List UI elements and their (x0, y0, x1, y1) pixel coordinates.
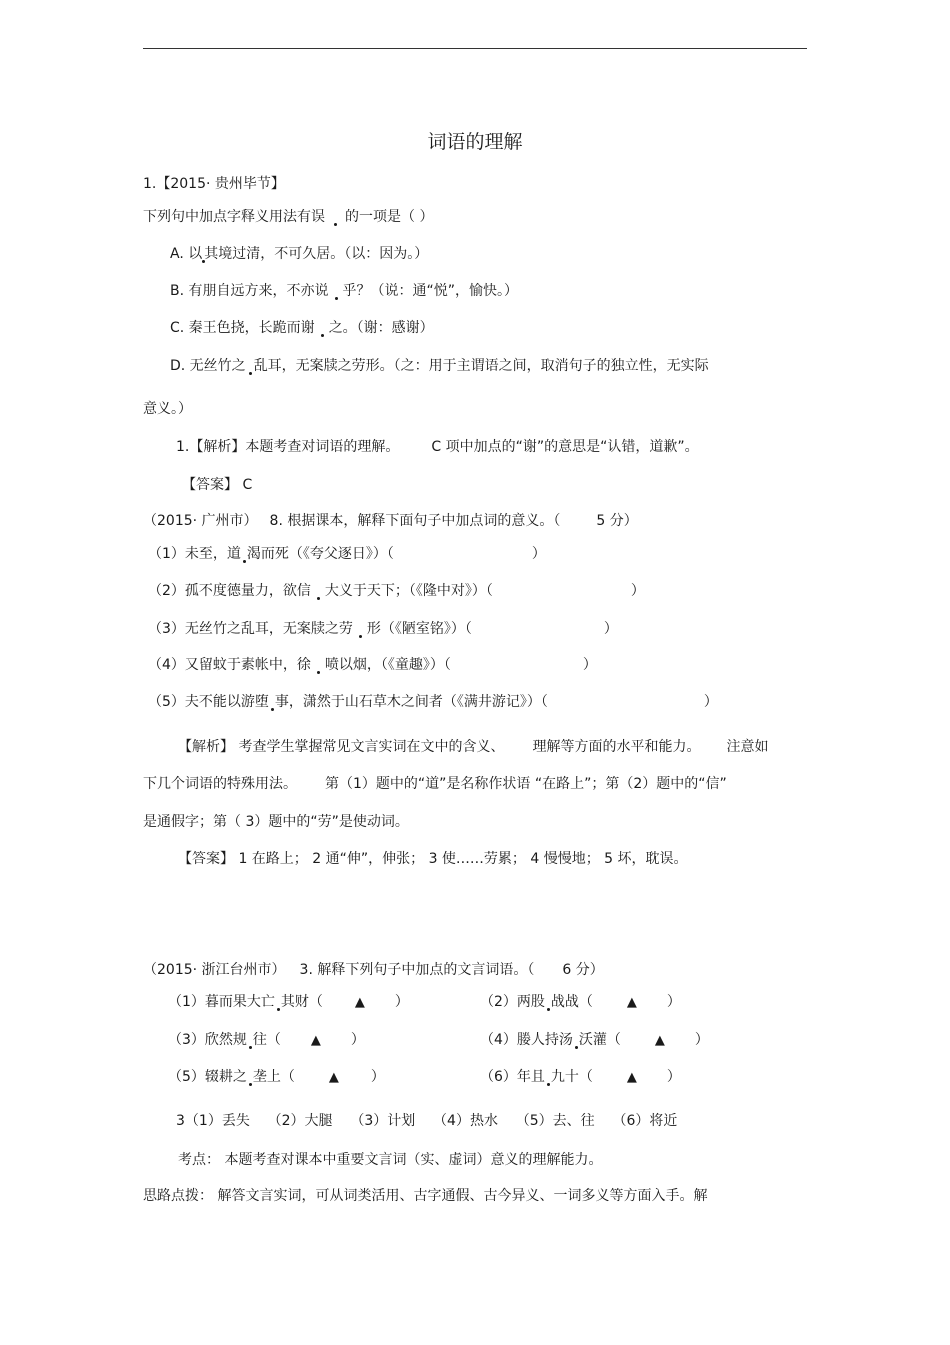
q1-option-c-rest: 之。（谢：感谢） (328, 320, 434, 336)
q1-analysis-text: 1.【解析】本题考查对词语的理解。 (176, 439, 400, 455)
q2-item-2-text: （2）孤不度德量力，欲信 (148, 583, 311, 599)
q3-silu: 思路点拨： 解答文言实词，可从词类活用、古字通假、古今异义、一词多义等方面入手。解 (143, 1188, 708, 1204)
q2-item-4-rest: 喷以烟，（《童趣》）（ (324, 657, 451, 673)
q1-option-b-text: B. 有朋自远方来，不亦说 (170, 283, 329, 299)
q2-analysis-part-2: 理解等方面的水平和能力。 (532, 739, 701, 755)
q3-item-5-text: （5）辍耕之 (168, 1069, 247, 1085)
q2-item-1 (148, 544, 546, 564)
q3-item-6-text: （6）年且 (480, 1069, 545, 1085)
q2-item-4-close: ） (582, 657, 597, 673)
q2-item-3 (148, 619, 618, 639)
q1-stem (143, 207, 433, 227)
q3-item-6-close: ） (666, 1069, 681, 1085)
q1-answer: 【答案】 C (182, 477, 253, 493)
q3-item-1 (168, 992, 409, 1013)
q3-header-source: （2015· 浙江台州市） (143, 962, 286, 978)
q1-option-a-rest: 其境过清，不可久居。（以：因为。） (204, 246, 429, 262)
q1-option-d-text: D. 无丝竹之 (170, 358, 246, 374)
q1-option-c-text: C. 秦王色挠，长跪而谢 (170, 320, 315, 336)
q1-stem-text-b: 的一项是（ ） (345, 209, 434, 225)
q3-item-2 (480, 992, 681, 1013)
q1-analysis-detail: C 项中加点的“谢”的意思是“认错，道歉”。 (431, 439, 699, 455)
q2-analysis-line-2 (143, 774, 727, 794)
q2-item-2 (148, 581, 645, 601)
triangle-icon: ▲ (626, 1070, 637, 1085)
q2-item-2-rest: 大义于天下；（《隆中对》）（ (324, 583, 493, 599)
q2-item-3-close: ） (603, 621, 618, 637)
q1-option-d-rest: 乱耳，无案牍之劳形。（之：用于主谓语之间，取消句子的独立性，无实际 (253, 358, 709, 374)
triangle-icon: ▲ (354, 995, 365, 1010)
q3-item-6 (480, 1067, 681, 1088)
q3-item-5-rest: 垄上（ (252, 1069, 295, 1085)
q2-item-3-text: （3）无丝竹之乱耳，无案牍之劳 (148, 621, 353, 637)
q3-item-2-close: ） (666, 994, 681, 1010)
q2-item-4-text: （4）又留蚊于素帐中，徐 (148, 657, 311, 673)
q2-analysis-line-1 (178, 737, 768, 757)
q3-header (143, 960, 604, 980)
header-rule (143, 48, 807, 49)
page-title: 词语的理解 (427, 131, 523, 153)
q3-item-5 (168, 1067, 385, 1088)
q3-item-4-text: （4）媵人持汤 (480, 1032, 573, 1048)
q3-item-6-rest: 九十（ (550, 1069, 593, 1085)
q3-header-question: 3. 解释下列句子中加点的文言词语。（ (299, 962, 535, 978)
q1-header: 1.【2015· 贵州毕节】 (143, 176, 285, 192)
q2-answer: 【答案】 1 在路上； 2 通“伸”，伸张； 3 使……劳累； 4 慢慢地； 5 坏，耽误。 (178, 851, 688, 867)
q2-item-2-close: ） (630, 583, 645, 599)
q2-analysis-line-3: 是通假字；第（ 3）题中的“劳”是使动词。 (143, 814, 409, 830)
q2-header-score: 5 分） (596, 513, 638, 529)
q2-item-5 (148, 692, 718, 712)
q2-item-1-close: ） (531, 546, 546, 562)
triangle-icon: ▲ (626, 995, 637, 1010)
triangle-icon: ▲ (310, 1033, 321, 1048)
q3-item-1-close: ） (394, 994, 409, 1010)
q2-header-source: （2015· 广州市） (143, 513, 258, 529)
q2-analysis-part-1: 【解析】 考查学生掌握常见文言实词在文中的含义、 (178, 739, 505, 755)
q3-item-4 (480, 1030, 709, 1051)
q2-item-5-text: （5）夫不能以游堕 (148, 694, 269, 710)
q1-option-b-rest: 乎？（说：通“悦”，愉快。） (342, 283, 519, 299)
q3-item-2-text: （2）两股 (480, 994, 545, 1010)
q3-answers: 3（1）丢失 （2）大腿 （3）计划 （4）热水 （5）去、往 （6）将近 (176, 1113, 678, 1129)
q1-stem-text-a: 下列句中加点字释义用法有误 (143, 209, 325, 225)
q2-item-5-rest: 事，潇然于山石草木之间者（《满井游记》）（ (274, 694, 548, 710)
q1-option-c (170, 318, 434, 338)
q2-item-3-rest: 形（《陋室铭》）（ (366, 621, 472, 637)
q1-option-a (170, 244, 428, 264)
q2-item-5-close: ） (703, 694, 718, 710)
q2-item-1-rest: 渴而死（《夸父逐日》）（ (246, 546, 394, 562)
q3-item-5-close: ） (370, 1069, 385, 1085)
triangle-icon: ▲ (654, 1033, 665, 1048)
q1-option-a-text: A. 以 (170, 246, 203, 262)
q3-item-3 (168, 1030, 365, 1051)
q2-analysis-part-4: 下几个词语的特殊用法。 (143, 776, 297, 792)
q2-item-1-text: （1）未至，道 (148, 546, 241, 562)
q3-item-1-text: （1）暮而果大亡 (168, 994, 275, 1010)
q3-header-score: 6 分） (562, 962, 604, 978)
triangle-icon: ▲ (328, 1070, 339, 1085)
q2-analysis-part-3: 注意如 (726, 739, 769, 755)
q3-item-4-close: ） (694, 1032, 709, 1048)
q3-item-3-text: （3）欣然规 (168, 1032, 247, 1048)
q2-item-4 (148, 655, 597, 675)
q2-header-question: 8. 根据课本，解释下面句子中加点词的意义。（ (269, 513, 561, 529)
q3-item-4-rest: 沃灌（ (578, 1032, 621, 1048)
q1-option-d-continued: 意义。） (143, 401, 192, 417)
q2-analysis-part-5: 第（1）题中的“道”是名称作状语 “在路上”；第（2）题中的“信” (325, 776, 727, 792)
q3-kaodian: 考点： 本题考查对课本中重要文言词（实、虚词）意义的理解能力。 (178, 1152, 603, 1168)
q3-item-3-rest: 往（ (252, 1032, 281, 1048)
q1-option-d (170, 356, 709, 376)
q3-item-2-rest: 战战（ (550, 994, 593, 1010)
q3-item-3-close: ） (350, 1032, 365, 1048)
q2-header (143, 511, 638, 531)
q1-analysis (176, 437, 699, 457)
q3-item-1-rest: 其财（ (280, 994, 323, 1010)
q1-option-b (170, 281, 518, 301)
